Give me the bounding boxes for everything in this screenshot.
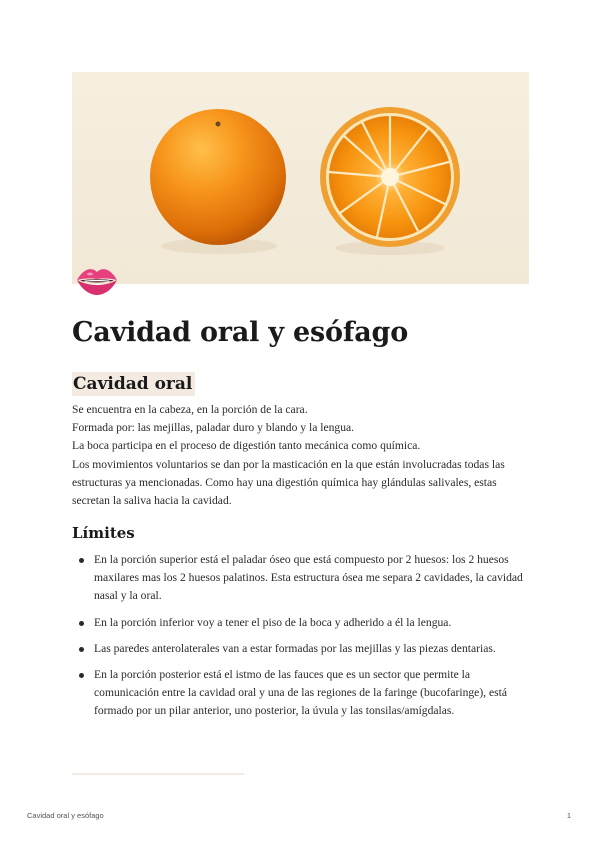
bullet-icon: [79, 673, 84, 678]
list-item-text: Las paredes anterolaterales van a estar formadas por las mejillas y las piezas dentarias.: [94, 641, 496, 655]
list-item-text: En la porción posterior está el istmo de las fauces que es un sector que permite la comunicación entre la cavidad oral y una de las regiones de la faringe (bucofaringe), está formado por un pilar anterior, uno posterior, la úvula y las tonsilas/amígdalas.: [94, 668, 507, 718]
page-title: Cavidad oral y esófago: [72, 317, 409, 348]
section-heading-cavidad-oral: Cavidad oral: [72, 372, 195, 396]
subheading-limites: Límites: [72, 524, 135, 542]
orange-illustration: [72, 72, 529, 284]
list-item: [72, 551, 532, 606]
whole-orange: [150, 109, 286, 245]
paragraph: Los movimientos voluntarios se dan por la masticación en la que están involucradas todas las estructuras ya mencionadas. Como hay una digestión química hay glándulas salivales, estas secretan la saliva hacia la cavidad.: [72, 457, 505, 508]
list-item: [72, 614, 532, 632]
section-body: [72, 401, 532, 510]
limits-list: [72, 551, 532, 729]
list-item: [72, 666, 532, 721]
paragraph: Se encuentra en la cabeza, en la porción de la cara.: [72, 403, 308, 416]
page-number: 1: [566, 811, 571, 820]
list-item-text: En la porción superior está el paladar óseo que está compuesto por 2 huesos: los 2 huesos maxilares mas los 2 huesos palatinos. Esta estructura ósea me separa 2 cavidades, la cavidad nasal y la oral.: [94, 553, 523, 603]
paragraph: Formada por: las mejillas, paladar duro y blando y la lengua.: [72, 421, 355, 435]
halved-orange: [320, 107, 460, 247]
divider: [72, 773, 244, 775]
bullet-icon: [79, 621, 84, 626]
list-item: [72, 640, 532, 658]
bullet-icon: [79, 647, 84, 652]
bullet-icon: [79, 558, 84, 563]
list-item-text: En la porción inferior voy a tener el piso de la boca y adherido a él la lengua.: [94, 615, 452, 629]
cover-image: [72, 72, 529, 284]
footer-title: Cavidad oral y esófago: [27, 811, 104, 820]
paragraph: La boca participa en el proceso de digestión tanto mecánica como química.: [72, 439, 421, 453]
lips-icon: [74, 262, 120, 300]
